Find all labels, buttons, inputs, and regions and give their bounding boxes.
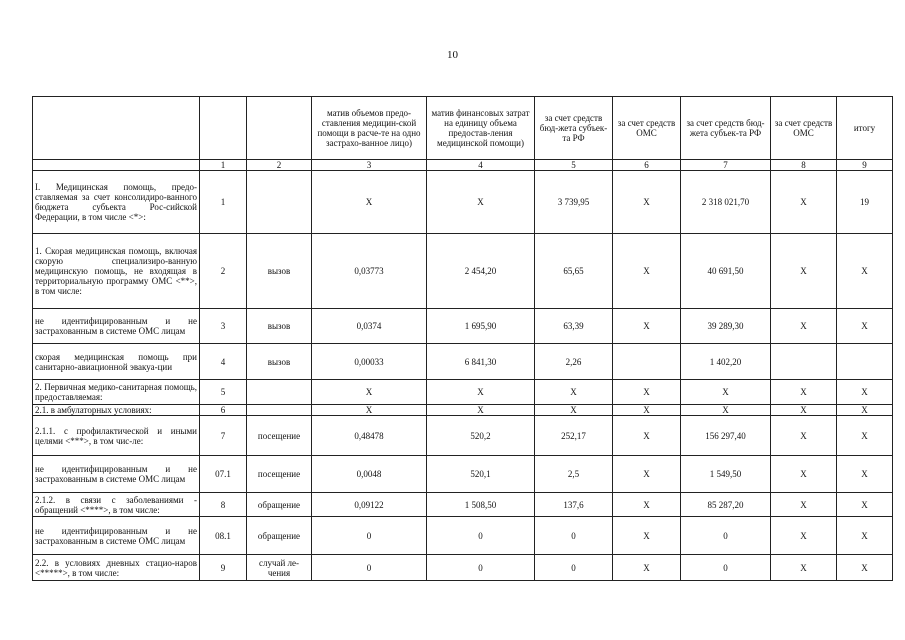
unit-of-measure-cell: обращение — [247, 493, 312, 517]
cost-norm-cell: 0 — [427, 555, 535, 581]
row-name-cell: 2.1.2. в связи с заболеваниями - обращений <****>, в том числе: — [33, 493, 200, 517]
row-number-cell: 7 — [200, 416, 247, 456]
per-capita-budget-cell: 0 — [535, 517, 613, 555]
per-capita-oms-cell: Х — [613, 456, 681, 493]
share-of-total-cell: Х — [837, 309, 893, 344]
per-capita-oms-cell: Х — [613, 234, 681, 309]
unit-of-measure-cell: вызов — [247, 234, 312, 309]
table-row — [33, 171, 893, 234]
cost-budget-cell: Х — [681, 405, 771, 416]
column-number-cell: 6 — [613, 160, 681, 171]
cost-budget-cell: 39 289,30 — [681, 309, 771, 344]
unit-of-measure-cell: посещение — [247, 456, 312, 493]
unit-of-measure-cell — [247, 171, 312, 234]
per-capita-oms-cell: Х — [613, 309, 681, 344]
row-name-cell: не идентифицированным и не застрахованным в системе ОМС лицам — [33, 456, 200, 493]
row-number-cell: 5 — [200, 380, 247, 405]
unit-of-measure-cell: случай ле-чения — [247, 555, 312, 581]
cost-oms-cell: Х — [771, 309, 837, 344]
per-capita-budget-cell: Х — [535, 380, 613, 405]
table-row — [33, 416, 893, 456]
header-cell: матив объемов предо-ставления медицин-ской помощи в расче-те на одно застрахо-ванное лицо) — [312, 97, 427, 160]
table-row — [33, 309, 893, 344]
cost-norm-cell: Х — [427, 405, 535, 416]
header-cell: за счет средств ОМС — [613, 97, 681, 160]
header-cell: за счет средств ОМС — [771, 97, 837, 160]
column-number-cell: 7 — [681, 160, 771, 171]
column-number-cell — [33, 160, 200, 171]
header-cell: за счет средств бюд-жета субъек-та РФ — [535, 97, 613, 160]
header-cell: матив финансовых затрат на единицу объема предостав-ления медицинской помощи) — [427, 97, 535, 160]
column-number-cell: 1 — [200, 160, 247, 171]
per-capita-oms-cell: Х — [613, 493, 681, 517]
volume-norm-cell: Х — [312, 380, 427, 405]
unit-of-measure-cell: посещение — [247, 416, 312, 456]
cost-oms-cell: Х — [771, 405, 837, 416]
page-number: 10 — [447, 49, 458, 61]
column-number-cell: 4 — [427, 160, 535, 171]
cost-budget-cell: Х — [681, 380, 771, 405]
cost-oms-cell: Х — [771, 234, 837, 309]
cost-budget-cell: 156 297,40 — [681, 416, 771, 456]
column-numbers-row — [33, 160, 893, 171]
share-of-total-cell: Х — [837, 416, 893, 456]
volume-norm-cell: 0,0048 — [312, 456, 427, 493]
table-row — [33, 493, 893, 517]
cost-budget-cell: 1 402,20 — [681, 344, 771, 380]
volume-norm-cell: 0 — [312, 517, 427, 555]
per-capita-budget-cell: 137,6 — [535, 493, 613, 517]
per-capita-budget-cell: 2,26 — [535, 344, 613, 380]
share-of-total-cell: Х — [837, 517, 893, 555]
per-capita-oms-cell: Х — [613, 517, 681, 555]
cost-budget-cell: 0 — [681, 555, 771, 581]
per-capita-budget-cell: 0 — [535, 555, 613, 581]
table-row — [33, 456, 893, 493]
row-number-cell: 8 — [200, 493, 247, 517]
row-name-cell: скорая медицинская помощь при санитарно-авиационной эвакуа-ции — [33, 344, 200, 380]
per-capita-budget-cell: Х — [535, 405, 613, 416]
table-row — [33, 555, 893, 581]
volume-norm-cell: 0,03773 — [312, 234, 427, 309]
row-name-cell: не идентифицированным и не застрахованным в системе ОМС лицам — [33, 309, 200, 344]
header-cell: итогу — [837, 97, 893, 160]
cost-oms-cell — [771, 344, 837, 380]
per-capita-budget-cell: 2,5 — [535, 456, 613, 493]
table-row — [33, 517, 893, 555]
row-number-cell: 1 — [200, 171, 247, 234]
cost-budget-cell: 0 — [681, 517, 771, 555]
share-of-total-cell: Х — [837, 405, 893, 416]
per-capita-oms-cell: Х — [613, 380, 681, 405]
row-number-cell: 9 — [200, 555, 247, 581]
row-number-cell: 2 — [200, 234, 247, 309]
per-capita-oms-cell: Х — [613, 555, 681, 581]
table-row — [33, 380, 893, 405]
column-number-cell: 8 — [771, 160, 837, 171]
cost-oms-cell: Х — [771, 380, 837, 405]
table-row — [33, 405, 893, 416]
row-name-cell: 2. Первичная медико-санитарная помощь, предоставляемая: — [33, 380, 200, 405]
cost-oms-cell: Х — [771, 456, 837, 493]
volume-norm-cell: 0,48478 — [312, 416, 427, 456]
row-name-cell: I. Медицинская помощь, предо-ставляемая за счет консолидиро-ванного бюджета субъекта Рос-сийской Федерации, в том числе <*>: — [33, 171, 200, 234]
row-number-cell: 07.1 — [200, 456, 247, 493]
row-name-cell: 2.1.1. с профилактической и иными целями <***>, в том чис-ле: — [33, 416, 200, 456]
per-capita-oms-cell: Х — [613, 405, 681, 416]
cost-norm-cell: Х — [427, 380, 535, 405]
cost-oms-cell: Х — [771, 171, 837, 234]
volume-norm-cell: Х — [312, 171, 427, 234]
volume-norm-cell: 0,09122 — [312, 493, 427, 517]
share-of-total-cell: Х — [837, 456, 893, 493]
per-capita-oms-cell: Х — [613, 416, 681, 456]
cost-norm-cell: 1 695,90 — [427, 309, 535, 344]
row-name-cell: 2.2. в условиях дневных стацио-наров <*****>, в том числе: — [33, 555, 200, 581]
unit-of-measure-cell — [247, 380, 312, 405]
row-name-cell: не идентифицированным и не застрахованным в системе ОМС лицам — [33, 517, 200, 555]
share-of-total-cell — [837, 344, 893, 380]
share-of-total-cell: Х — [837, 493, 893, 517]
cost-norm-cell: 520,2 — [427, 416, 535, 456]
cost-norm-cell: Х — [427, 171, 535, 234]
header-cell — [33, 97, 200, 160]
unit-of-measure-cell: обращение — [247, 517, 312, 555]
cost-norm-cell: 520,1 — [427, 456, 535, 493]
column-number-cell: 3 — [312, 160, 427, 171]
row-name-cell: 1. Скорая медицинская помощь, включая скорую специализиро-ванную медицинскую помощь, не входящая в территориальную программу ОМС <**>, в том числе: — [33, 234, 200, 309]
header-cell: за счет средств бюд-жета субъек-та РФ — [681, 97, 771, 160]
per-capita-oms-cell — [613, 344, 681, 380]
cost-oms-cell: Х — [771, 517, 837, 555]
cost-oms-cell: Х — [771, 416, 837, 456]
cost-norm-cell: 0 — [427, 517, 535, 555]
volume-norm-cell: 0,0374 — [312, 309, 427, 344]
volume-norm-cell: 0 — [312, 555, 427, 581]
header-cell — [247, 97, 312, 160]
unit-of-measure-cell: вызов — [247, 344, 312, 380]
share-of-total-cell: Х — [837, 555, 893, 581]
row-name-cell: 2.1. в амбулаторных условиях: — [33, 405, 200, 416]
cost-norm-cell: 6 841,30 — [427, 344, 535, 380]
header-row — [33, 97, 893, 160]
cost-oms-cell: Х — [771, 493, 837, 517]
per-capita-oms-cell: Х — [613, 171, 681, 234]
column-number-cell: 2 — [247, 160, 312, 171]
cost-norm-cell: 1 508,50 — [427, 493, 535, 517]
unit-of-measure-cell — [247, 405, 312, 416]
cost-norm-cell: 2 454,20 — [427, 234, 535, 309]
cost-budget-cell: 2 318 021,70 — [681, 171, 771, 234]
share-of-total-cell: 19 — [837, 171, 893, 234]
cost-budget-cell: 1 549,50 — [681, 456, 771, 493]
per-capita-budget-cell: 65,65 — [535, 234, 613, 309]
territorial-program-table — [32, 96, 893, 581]
cost-budget-cell: 85 287,20 — [681, 493, 771, 517]
row-number-cell: 3 — [200, 309, 247, 344]
column-number-cell: 9 — [837, 160, 893, 171]
volume-norm-cell: Х — [312, 405, 427, 416]
share-of-total-cell: Х — [837, 234, 893, 309]
per-capita-budget-cell: 63,39 — [535, 309, 613, 344]
unit-of-measure-cell: вызов — [247, 309, 312, 344]
row-number-cell: 4 — [200, 344, 247, 380]
table-row — [33, 234, 893, 309]
volume-norm-cell: 0,00033 — [312, 344, 427, 380]
row-number-cell: 08.1 — [200, 517, 247, 555]
column-number-cell: 5 — [535, 160, 613, 171]
row-number-cell: 6 — [200, 405, 247, 416]
share-of-total-cell: Х — [837, 380, 893, 405]
cost-oms-cell: Х — [771, 555, 837, 581]
table-row — [33, 344, 893, 380]
cost-budget-cell: 40 691,50 — [681, 234, 771, 309]
header-cell — [200, 97, 247, 160]
per-capita-budget-cell: 252,17 — [535, 416, 613, 456]
per-capita-budget-cell: 3 739,95 — [535, 171, 613, 234]
